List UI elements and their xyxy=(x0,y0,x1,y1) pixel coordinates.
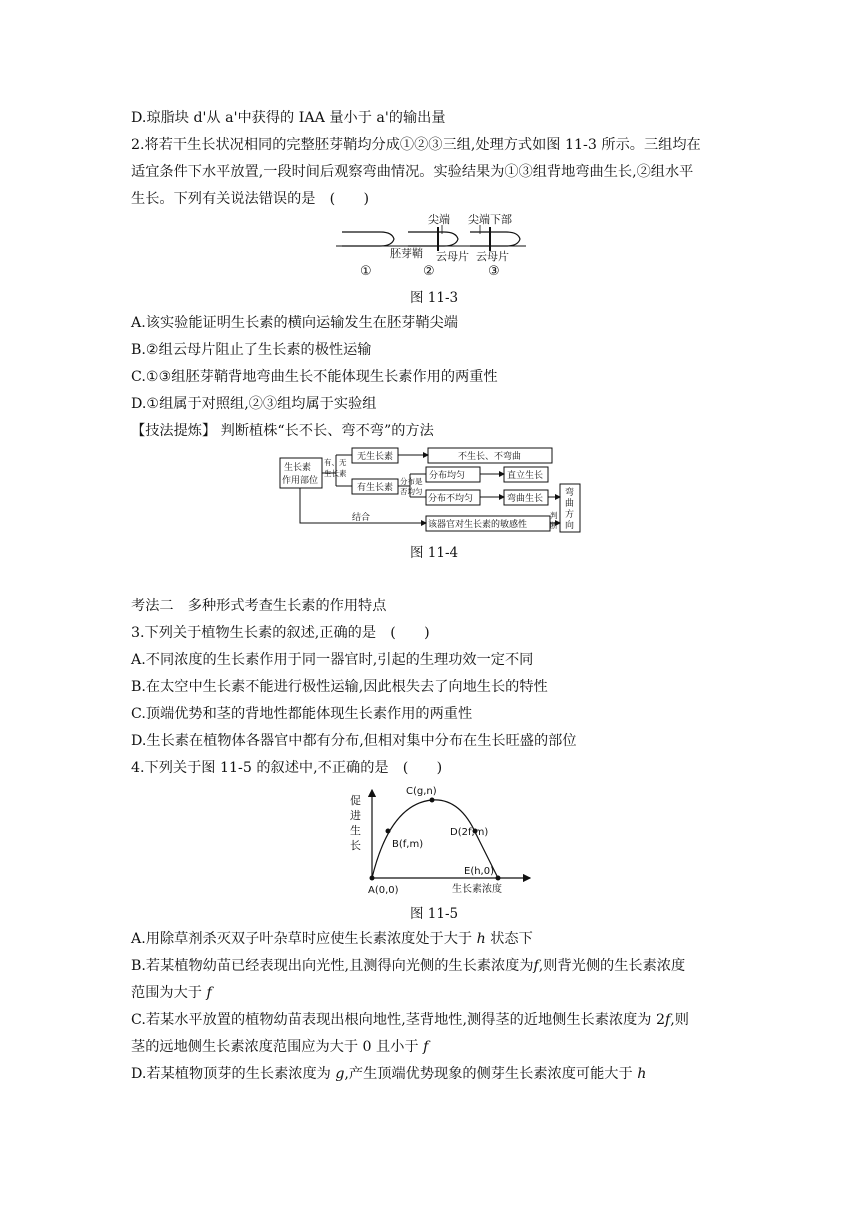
text-branch-1: 有、无 xyxy=(324,458,347,467)
label-coleoptile: 胚芽鞘 xyxy=(390,247,423,260)
label-tip: 尖端 xyxy=(428,213,450,226)
text-action-site-1: 生长素 xyxy=(284,463,312,473)
text-direction-2: 曲 xyxy=(565,499,575,509)
text-direction-3: 方 xyxy=(565,510,575,520)
figure-11-5-caption: 图 11-5 xyxy=(410,906,459,922)
q2-option-b: B.②组云母片阻止了生长素的极性运输 xyxy=(131,342,372,358)
text-has-auxin: 有生长素 xyxy=(357,483,394,493)
q2-option-a: A.该实验能证明生长素的横向运输发生在胚芽鞘尖端 xyxy=(131,315,458,331)
text-bend: 弯曲生长 xyxy=(507,494,544,504)
q4-option-b-line-1: B.若某植物幼苗已经表现出向光性,且测得向光侧的生长素浓度为f,则背光侧的生长素浓度 xyxy=(131,958,686,974)
x-axis-label: 生长素浓度 xyxy=(452,884,502,895)
figure-11-3-caption: 图 11-3 xyxy=(410,290,459,306)
q4-option-b-line-2: 范围为大于 f xyxy=(131,985,212,1001)
point-b xyxy=(386,829,391,834)
q3-option-b: B.在太空中生长素不能进行极性运输,因此根失去了向地生长的特性 xyxy=(131,679,548,695)
q3-stem: 3.下列关于植物生长素的叙述,正确的是 ( ) xyxy=(131,625,430,641)
text-no-auxin: 无生长素 xyxy=(357,452,394,462)
q4-option-d: D.若某植物顶芽的生长素浓度为 g,产生顶端优势现象的侧芽生长素浓度可能大于 h xyxy=(131,1066,647,1082)
text-uniform-q-2: 否均匀 xyxy=(400,487,423,496)
q4-stem: 4.下列关于图 11-5 的叙述中,不正确的是 ( ) xyxy=(131,760,443,776)
q2-option-c: C.①③组胚芽鞘背地弯曲生长不能体现生长素作用的两重性 xyxy=(131,369,498,385)
label-below-tip: 尖端下部 xyxy=(468,213,512,226)
point-a xyxy=(370,876,375,881)
figure-11-4 xyxy=(278,444,584,536)
group-1-label: ① xyxy=(360,264,372,279)
label-point-d: D(2f,m) xyxy=(450,827,489,838)
y-label-1: 促 xyxy=(350,794,361,807)
text-uniform-q-1: 分布是 xyxy=(400,477,423,486)
coleoptile-2 xyxy=(408,232,458,246)
tip-heading: 【技法提炼】 判断植株“长不长、弯不弯”的方法 xyxy=(131,423,434,439)
figure-11-5 xyxy=(340,784,540,900)
text-action-site-2: 作用部位 xyxy=(282,476,319,486)
q2-stem-line-1: 2.将若干生长状况相同的完整胚芽鞘均分成①②③三组,处理方式如图 11-3 所示。三组均在 xyxy=(131,137,701,153)
figure-11-4-caption: 图 11-4 xyxy=(410,545,459,561)
q4-option-a: A.用除草剂杀灭双子叶杂草时应使生长素浓度处于大于 h 状态下 xyxy=(131,931,533,947)
group-3-label: ③ xyxy=(488,264,500,279)
y-label-2: 进 xyxy=(350,809,361,822)
text-judge-2: 断 xyxy=(550,521,558,530)
coleoptile-1 xyxy=(342,232,394,246)
label-mica-3: 云母片 xyxy=(476,250,509,263)
text-branch-2: 生长素 xyxy=(324,469,347,478)
text-direction-1: 弯 xyxy=(565,488,575,498)
q2-stem-line-2: 适宜条件下水平放置,一段时间后观察弯曲情况。实验结果为①③组背地弯曲生长,②组水平 xyxy=(131,164,694,180)
text-direction-4: 向 xyxy=(565,521,575,531)
text-upright: 直立生长 xyxy=(507,471,544,481)
label-point-c: C(g,n) xyxy=(406,786,437,797)
text-sensitivity: 该器官对生长素的敏感性 xyxy=(428,520,528,530)
text-combine: 结合 xyxy=(352,513,371,523)
y-label-3: 生 xyxy=(350,824,361,837)
q1-option-d: D.琼脂块 d'从 a'中获得的 IAA 量小于 a'的输出量 xyxy=(131,110,446,126)
figure-11-3 xyxy=(330,212,530,280)
text-no-growth: 不生长、不弯曲 xyxy=(458,452,522,462)
text-judge-1: 判 xyxy=(550,511,558,520)
q2-stem-line-3: 生长。下列有关说法错误的是 ( ) xyxy=(131,191,370,207)
q3-option-d: D.生长素在植物体各器官中都有分布,但相对集中分布在生长旺盛的部位 xyxy=(131,733,577,749)
text-uniform: 分布均匀 xyxy=(429,471,466,481)
q4-option-c-line-2: 茎的远地侧生长素浓度范围应为大于 0 且小于 f xyxy=(131,1039,429,1055)
group-2-label: ② xyxy=(423,264,435,279)
label-point-e: E(h,0) xyxy=(464,866,494,877)
y-label-4: 长 xyxy=(350,839,361,852)
coleoptile-3 xyxy=(470,232,520,246)
q3-option-a: A.不同浓度的生长素作用于同一器官时,引起的生理功效一定不同 xyxy=(131,652,534,668)
q4-option-c-line-1: C.若某水平放置的植物幼苗表现出根向地性,茎背地性,测得茎的近地侧生长素浓度为 2f,则 xyxy=(131,1012,689,1028)
q2-option-d: D.①组属于对照组,②③组均属于实验组 xyxy=(131,396,377,412)
method-2-heading: 考法二 多种形式考查生长素的作用特点 xyxy=(131,598,387,614)
point-e xyxy=(496,876,501,881)
label-point-a: A(0,0) xyxy=(368,885,399,896)
label-mica-2: 云母片 xyxy=(436,250,469,263)
label-point-b: B(f,m) xyxy=(392,839,424,850)
text-nonuniform: 分布不均匀 xyxy=(428,494,474,504)
point-c xyxy=(430,798,435,803)
q3-option-c: C.顶端优势和茎的背地性都能体现生长素作用的两重性 xyxy=(131,706,473,722)
